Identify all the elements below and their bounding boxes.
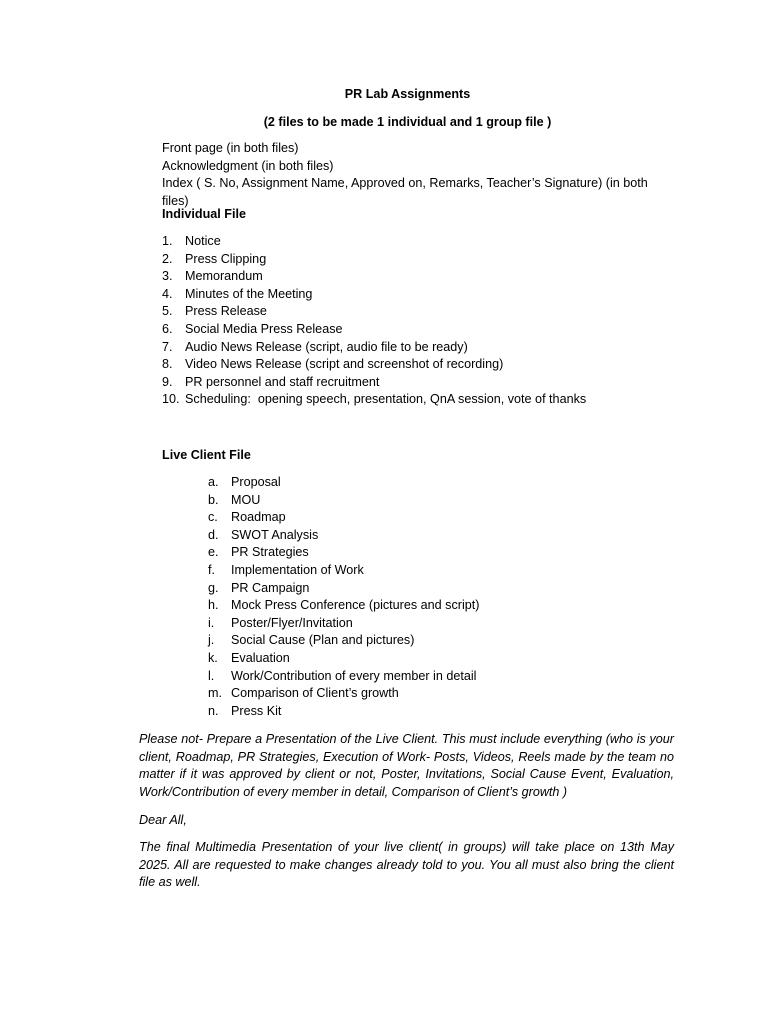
item-text: PR Campaign xyxy=(231,580,310,595)
list-item xyxy=(162,321,682,339)
item-text: Video News Release (script and screenshot of recording) xyxy=(185,357,504,372)
list-item xyxy=(208,703,608,721)
item-text: Proposal xyxy=(231,475,281,489)
item-letter: l. xyxy=(208,668,215,683)
item-text: Memorandum xyxy=(185,269,263,284)
presentation-note: Please not- Prepare a Presentation of the Live Client. This must include everything (who is your client, Roadmap, PR Strategies, Execution of Work- Posts, Videos, Reels made by the team no matter if it was approved by client or not, Poster, Invitations, Social Cause Event, Evaluation, Work/Contribution of every member in detail, Comparison of Client’s growth ) xyxy=(139,732,674,799)
list-item xyxy=(162,268,682,286)
item-letter: d. xyxy=(208,527,219,542)
live-client-file-heading: Live Client File xyxy=(162,448,251,462)
document-title: PR Lab Assignments xyxy=(344,87,471,101)
item-number: 7. xyxy=(162,339,173,354)
list-item xyxy=(162,374,682,392)
live-client-file-list xyxy=(208,474,608,720)
item-number: 2. xyxy=(162,251,173,266)
item-text: Social Cause (Plan and pictures) xyxy=(231,633,415,648)
item-text: SWOT Analysis xyxy=(231,527,319,542)
item-letter: m. xyxy=(208,686,222,701)
list-item xyxy=(162,356,682,374)
item-letter: f. xyxy=(208,562,215,577)
item-number: 5. xyxy=(162,304,173,319)
item-text: MOU xyxy=(231,492,261,507)
item-number: 10. xyxy=(162,392,180,407)
list-item xyxy=(208,544,608,562)
item-text: Press Kit xyxy=(231,703,282,718)
greeting: Dear All, xyxy=(139,813,187,827)
item-text: Implementation of Work xyxy=(231,562,364,577)
item-text: Scheduling: opening speech, presentation, QnA session, vote of thanks xyxy=(185,392,587,407)
item-letter: e. xyxy=(208,545,219,560)
item-letter: n. xyxy=(208,703,219,718)
document-subtitle: (2 files to be made 1 individual and 1 group file ) xyxy=(263,115,552,129)
list-item xyxy=(208,474,608,492)
list-item xyxy=(208,632,608,650)
item-text: PR Strategies xyxy=(231,545,309,560)
individual-file-list xyxy=(162,233,682,409)
list-item xyxy=(162,339,682,357)
list-item xyxy=(208,597,608,615)
item-text: Audio News Release (script, audio file to be ready) xyxy=(185,339,468,354)
list-item xyxy=(162,233,682,251)
list-item xyxy=(208,562,608,580)
list-item xyxy=(162,286,682,304)
list-item xyxy=(208,509,608,527)
item-text: Evaluation xyxy=(231,650,290,665)
item-letter: c. xyxy=(208,510,218,525)
item-text: Social Media Press Release xyxy=(185,321,343,336)
item-text: Minutes of the Meeting xyxy=(185,286,313,301)
item-text: Mock Press Conference (pictures and script) xyxy=(231,598,480,613)
list-item xyxy=(162,303,682,321)
item-text: Roadmap xyxy=(231,510,286,525)
intro-line: Front page (in both files) xyxy=(162,141,299,155)
item-letter: g. xyxy=(208,580,219,595)
item-number: 8. xyxy=(162,357,173,372)
item-text: PR personnel and staff recruitment xyxy=(185,374,380,389)
intro-line: Acknowledgment (in both files) xyxy=(162,158,334,173)
intro-line: Index ( S. No, Assignment Name, Approved on, Remarks, Teacher’s Signature) (in both files) xyxy=(162,176,648,208)
item-letter: k. xyxy=(208,650,218,665)
item-text: Press Clipping xyxy=(185,251,267,266)
item-number: 3. xyxy=(162,269,173,284)
item-text: Comparison of Client’s growth xyxy=(231,686,399,701)
item-text: Poster/Flyer/Invitation xyxy=(231,615,353,630)
list-item xyxy=(162,391,682,409)
item-letter: h. xyxy=(208,598,219,613)
item-number: 4. xyxy=(162,286,173,301)
list-item xyxy=(208,580,608,598)
list-item xyxy=(208,492,608,510)
list-item xyxy=(208,527,608,545)
item-number: 1. xyxy=(162,234,173,248)
item-text: Press Release xyxy=(185,304,267,319)
list-item xyxy=(208,668,608,686)
list-item xyxy=(208,650,608,668)
intro-requirements xyxy=(162,140,660,210)
item-letter: b. xyxy=(208,492,219,507)
item-letter: a. xyxy=(208,475,219,489)
item-number: 6. xyxy=(162,321,173,336)
final-presentation-notice: The final Multimedia Presentation of your live client( in groups) will take place on 13th May 2025. All are requested to make changes already told to you. You all must also bring the client file as well. xyxy=(139,840,674,889)
list-item xyxy=(208,685,608,703)
item-text: Work/Contribution of every member in detail xyxy=(231,668,477,683)
item-number: 9. xyxy=(162,374,173,389)
item-text: Notice xyxy=(185,234,221,248)
item-letter: j. xyxy=(208,633,215,648)
individual-file-heading: Individual File xyxy=(162,207,246,221)
list-item xyxy=(162,251,682,269)
item-letter: i. xyxy=(208,615,215,630)
list-item xyxy=(208,615,608,633)
